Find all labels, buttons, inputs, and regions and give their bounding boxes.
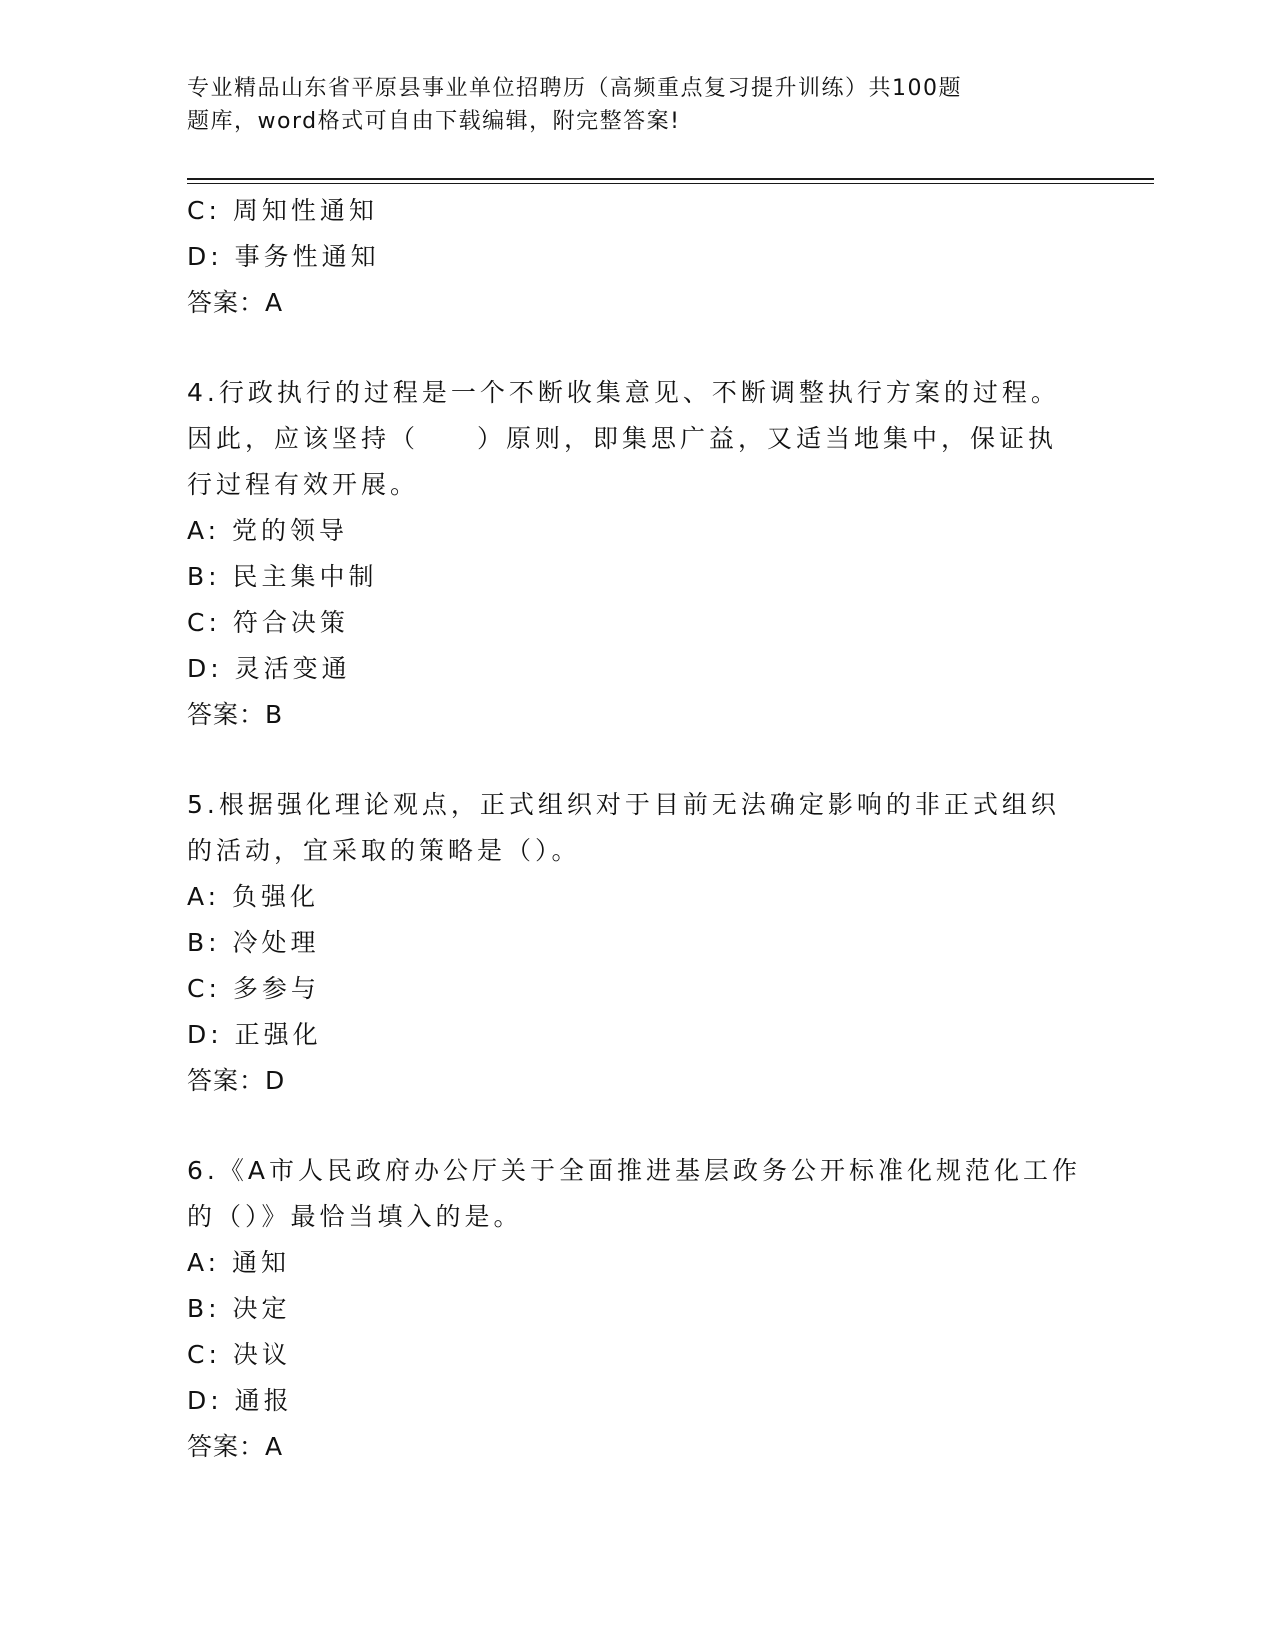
option-d: D: 事务性通知 (187, 242, 380, 271)
header-title-line-1: 专业精品山东省平原县事业单位招聘历（高频重点复习提升训练）共100题 (187, 76, 962, 101)
option-d: D: 正强化 (187, 1020, 322, 1049)
option-b: B: 冷处理 (187, 928, 320, 957)
option-d: D: 通报 (187, 1386, 293, 1415)
option-c: C: 多参与 (187, 974, 320, 1003)
question-stem-line: 的活动，宜采取的策略是（）。 (187, 836, 581, 865)
question-stem-line: 4.行政执行的过程是一个不断收集意见、不断调整执行方案的过程。 (187, 378, 1060, 407)
option-b: B: 决定 (187, 1294, 291, 1323)
option-d: D: 灵活变通 (187, 654, 351, 683)
spacer (187, 738, 1087, 782)
question-stem-line: 5.根据强化理论观点，正式组织对于目前无法确定影响的非正式组织 (187, 790, 1060, 819)
question-list (187, 188, 1087, 1470)
option-a: A: 党的领导 (187, 516, 349, 545)
option-c: C: 决议 (187, 1340, 291, 1369)
question-6 (187, 1148, 1087, 1470)
question-4 (187, 370, 1087, 738)
option-a: A: 负强化 (187, 882, 320, 911)
option-c: C: 符合决策 (187, 608, 349, 637)
header-divider-thin (187, 183, 1154, 184)
spacer (187, 326, 1087, 370)
question-stem-line: 的（）》最恰当填入的是。 (187, 1202, 523, 1231)
question-3-tail (187, 188, 1087, 326)
question-stem-line: 因此，应该坚持（ ）原则，即集思广益，又适当地集中，保证执 (187, 424, 1058, 453)
spacer (187, 1104, 1087, 1148)
answer-line: 答案：A (187, 288, 284, 317)
header-divider-thick (187, 178, 1154, 180)
document-header (187, 72, 1067, 138)
option-a: A: 通知 (187, 1248, 291, 1277)
answer-line: 答案：A (187, 1432, 284, 1461)
option-b: B: 民主集中制 (187, 562, 378, 591)
answer-line: 答案：B (187, 700, 284, 729)
option-c: C: 周知性通知 (187, 196, 378, 225)
question-5 (187, 782, 1087, 1104)
question-stem-line: 6.《A市人民政府办公厅关于全面推进基层政务公开标准化规范化工作 (187, 1156, 1081, 1185)
header-title-line-2: 题库，word格式可自由下载编辑，附完整答案! (187, 109, 681, 134)
question-stem-line: 行过程有效开展。 (187, 470, 420, 499)
answer-line: 答案：D (187, 1066, 286, 1095)
